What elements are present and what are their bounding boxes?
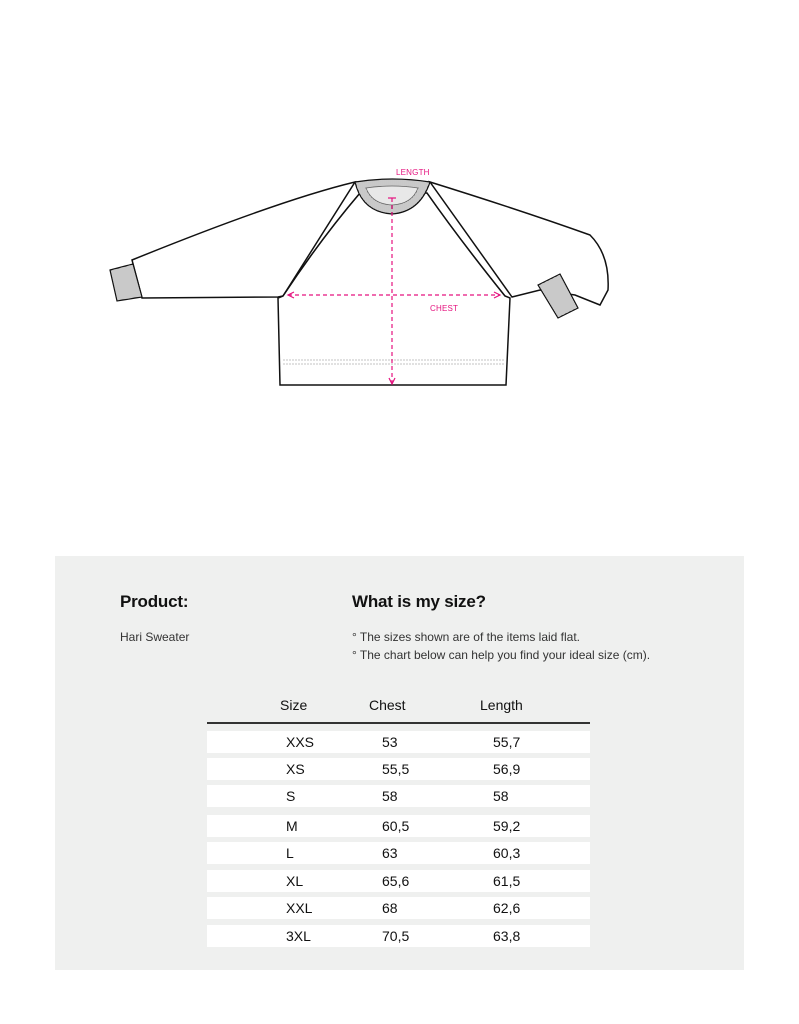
size-cell: XS bbox=[286, 761, 305, 777]
size-cell: 3XL bbox=[286, 928, 311, 944]
size-cell: XXS bbox=[286, 734, 315, 750]
chest-cell: 70,5 bbox=[382, 928, 410, 944]
size-cell: XXL bbox=[286, 900, 313, 916]
length-cell: 56,9 bbox=[493, 761, 521, 777]
size-cell: L bbox=[286, 845, 294, 861]
table-row bbox=[207, 815, 590, 837]
size-note-2: ° The chart below can help you find your ideal size (cm). bbox=[352, 648, 651, 662]
length-cell: 59,2 bbox=[493, 818, 521, 834]
length-cell: 58 bbox=[493, 788, 509, 804]
length-cell: 60,3 bbox=[493, 845, 521, 861]
table-row bbox=[207, 731, 590, 753]
chest-cell: 63 bbox=[382, 845, 398, 861]
table-row bbox=[207, 897, 590, 919]
chest-cell: 68 bbox=[382, 900, 398, 916]
table-row bbox=[207, 842, 590, 864]
column-header-length: Length bbox=[480, 697, 523, 713]
product-heading: Product: bbox=[120, 592, 189, 611]
table-header-divider bbox=[207, 722, 590, 724]
size-cell: S bbox=[286, 788, 296, 804]
chest-cell: 58 bbox=[382, 788, 398, 804]
size-cell: M bbox=[286, 818, 298, 834]
length-cell: 61,5 bbox=[493, 873, 521, 889]
length-cell: 55,7 bbox=[493, 734, 521, 750]
sweater-sketch-icon bbox=[100, 160, 640, 400]
column-header-size: Size bbox=[280, 697, 308, 713]
table-row bbox=[207, 925, 590, 947]
chest-cell: 65,6 bbox=[382, 873, 410, 889]
size-note-1: ° The sizes shown are of the items laid flat. bbox=[352, 630, 581, 644]
table-row bbox=[207, 785, 590, 807]
table-row bbox=[207, 870, 590, 892]
chest-label: CHEST bbox=[430, 304, 459, 313]
length-cell: 63,8 bbox=[493, 928, 521, 944]
chest-cell: 60,5 bbox=[382, 818, 410, 834]
column-header-chest: Chest bbox=[369, 697, 406, 713]
chest-cell: 53 bbox=[382, 734, 398, 750]
length-cell: 62,6 bbox=[493, 900, 521, 916]
size-cell: XL bbox=[286, 873, 304, 889]
size-help-heading: What is my size? bbox=[352, 592, 486, 611]
chest-cell: 55,5 bbox=[382, 761, 410, 777]
product-name: Hari Sweater bbox=[120, 630, 190, 644]
length-label: LENGTH bbox=[396, 168, 430, 177]
table-row bbox=[207, 758, 590, 780]
sweater-diagram bbox=[100, 160, 640, 400]
